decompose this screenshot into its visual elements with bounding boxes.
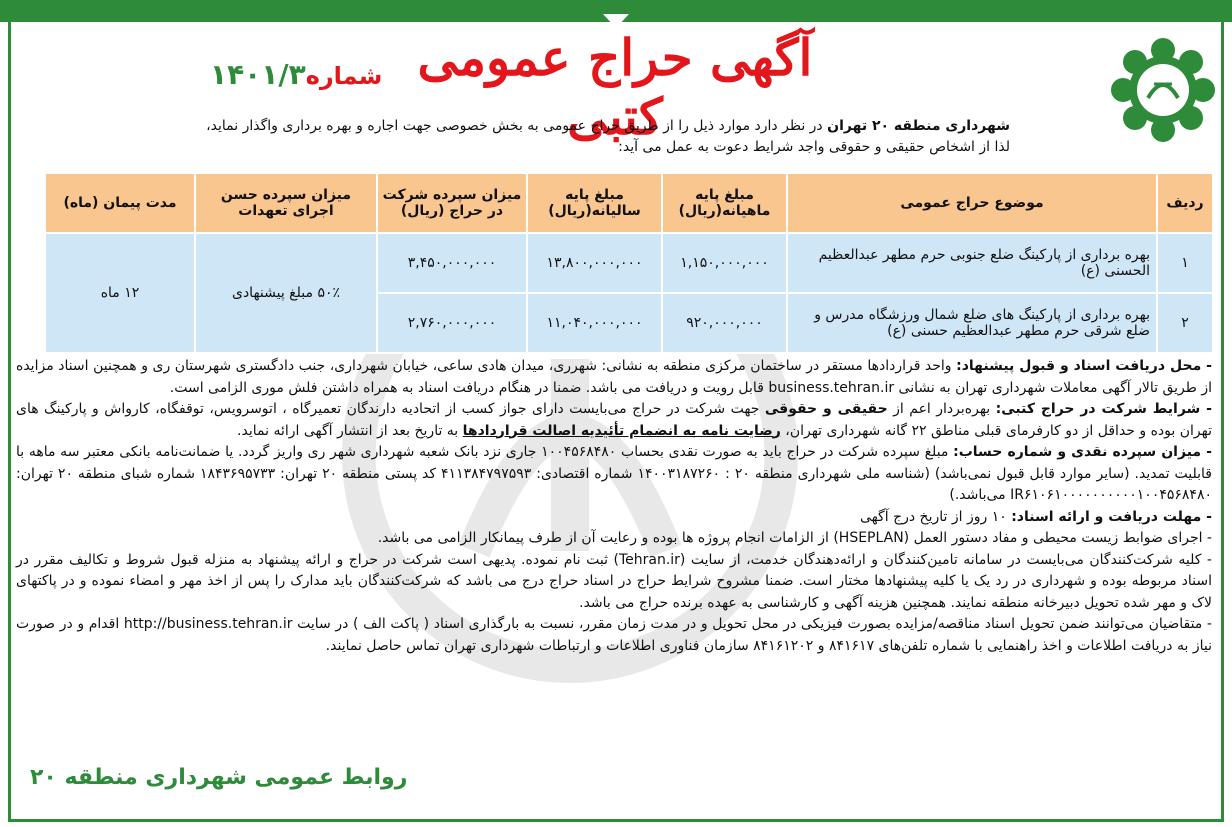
section-text: واحد قراردادها مستقر در ساختمان مرکزی منطقه به نشانی: شهرری، میدان هادی ساعی، خیابان شهرداری، جنب دادگستری شهرستان ری و همچنین اسناد مزایده از طریق تالار آگهی معاملات شهرداری تهران به نشانی business.tehran.ir قابل رویت و دریافت می باشد. ضمنا در هنگام دریافت اسناد به همراه داشتن فلش موری الزامی است. [16, 358, 1212, 396]
section-bold: حقیقی و حقوقی [764, 401, 888, 417]
table-header-row [45, 173, 1213, 233]
cell-row-num: ۲ [1157, 293, 1213, 353]
intro-line-1 [20, 116, 1010, 137]
section-title: - میزان سپرده نقدی و شماره حساب: [953, 444, 1212, 460]
section-title: - شرایط شرکت در حراج کتبی: [995, 401, 1212, 417]
cell-subject: بهره برداری از پارکینگ ضلع جنوبی حرم مطهر عبدالعظیم الحسنی (ع) [787, 233, 1157, 293]
notice-body [16, 356, 1212, 657]
section-text: جهت شرکت در حراج می‌بایست دارای جواز کسب از اتحادیه دارندگان تعمیرگاه ، اتوسرویس، توقفگاه، کارواش و پارکینگ های تهران بوده و حداقل از دو کارفرمای قبلی مناطق ۲۲ گانه شهرداری تهران، [16, 401, 1212, 439]
cell-yearly: ۱۳,۸۰۰,۰۰۰,۰۰۰ [527, 233, 662, 293]
number-label: شماره [305, 62, 383, 90]
cell-monthly: ۱,۱۵۰,۰۰۰,۰۰۰ [662, 233, 787, 293]
cell-deposit: ۲,۷۶۰,۰۰۰,۰۰۰ [377, 293, 527, 353]
cell-guarantee: ۵۰٪ مبلغ پیشنهادی [195, 233, 377, 353]
intro-rest: در نظر دارد موارد ذیل را از طریق حراج عمومی به بخش خصوصی جهت اجاره و بهره برداری واگذار نماید، [206, 118, 828, 134]
cell-row-num: ۱ [1157, 233, 1213, 293]
intro-paragraph [20, 116, 1010, 158]
section-text: بهره‌بردار اعم از [887, 401, 996, 417]
intro-bold: شهرداری منطقه ۲۰ تهران [827, 118, 1010, 134]
auction-table [44, 172, 1214, 354]
section-deadline [16, 507, 1212, 529]
intro-line-2: لذا از اشخاص حقیقی و حقوقی واجد شرایط دعوت به عمل می آید: [618, 139, 1010, 155]
section-documents [16, 356, 1212, 399]
notice-number [210, 58, 382, 91]
section-title: - محل دریافت اسناد و قبول پیشنهاد: [956, 358, 1212, 374]
table-row [45, 233, 1213, 293]
section-title: - مهلت دریافت و ارائه اسناد: [1011, 508, 1212, 525]
header-yearly: مبلغ پایه سالیانه(ریال) [527, 173, 662, 233]
header-deposit: میزان سپرده شرکت در حراج (ریال) [377, 173, 527, 233]
section-text: ۱۰ روز از تاریخ درج آگهی [859, 508, 1012, 525]
header-subject: موضوع حراج عمومی [787, 173, 1157, 233]
section-deposit [16, 442, 1212, 507]
footer-signature: روابط عمومی شهرداری منطقه ۲۰ [30, 765, 408, 790]
cell-subject: بهره برداری از پارکینگ های ضلع شمال ورزشگاه مدرس و ضلع شرقی حرم مطهر عبدالعظیم حسنی (ع) [787, 293, 1157, 353]
cell-yearly: ۱۱,۰۴۰,۰۰۰,۰۰۰ [527, 293, 662, 353]
section-upload: - متقاضیان می‌توانند ضمن تحویل اسناد مناقصه/مزایده بصورت فیزیکی در محل تحویل و در مدت زمان مقرر، نسبت به بارگذاری اسناد ( پاکت الف ) در سایت http://business.tehran.ir اقدام و در صورت نیاز به دریافت اطلاعات و اخذ راهنمایی با شماره تلفن‌های ۸۴۱۶۱۷ و ۸۴۱۶۱۲۰۲ سازمان فناوری اطلاعات و ارتباطات شهرداری تهران تماس حاصل نمایند. [16, 616, 1212, 654]
cell-deposit: ۳,۴۵۰,۰۰۰,۰۰۰ [377, 233, 527, 293]
section-text: مبلغ سپرده شرکت در حراج باید به صورت نقدی بحساب ۱۰۰۴۵۶۸۴۸۰ جاری نزد بانک شعبه شهرداری شهر ری واریز گردد. یا ضمانت‌نامه بانکی معتبر سه ماهه با قابلیت تمدید. (سایر موارد قابل قبول نمی‌باشد) (شناسه ملی شهرداری منطقه ۲۰ : ۱۴۰۰۳۱۸۷۲۶۰ شماره اقتصادی: ۴۱۱۳۸۴۷۹۷۵۹۳ کد پستی منطقه ۲۰ تهران: ۱۸۴۳۶۹۵۷۳۳ شماره شبای منطقه ۲۰ تهران: IR۶۱۰۶۱۰۰۰۰۰۰۰۰۰۰۱۰۰۴۵۶۸۴۸۰ می‌باشد.) [16, 444, 1212, 503]
header-monthly: مبلغ پایه ماهیانه(ریال) [662, 173, 787, 233]
title-main: آگهی حراج عمومی کتبی [417, 28, 813, 146]
cell-monthly: ۹۲۰,۰۰۰,۰۰۰ [662, 293, 787, 353]
cell-duration: ۱۲ ماه [45, 233, 195, 353]
section-underline: رضایت نامه به انضمام تأئیدیه اصالت قراردادها [462, 422, 781, 439]
section-hse: - اجرای ضوابط زیست محیطی و مفاد دستور العمل (HSEPLAN) از الزامات انجام پروژه ها بوده و رعایت آن از طرف پیمانکار الزامی می باشد. [377, 530, 1212, 546]
tehran-municipality-logo-icon [1108, 36, 1218, 144]
section-registration: - کلیه شرکت‌کنندگان می‌بایست در سامانه تامین‌کنندگان و ارائه‌دهندگان خدمت، از سایت (Tehran.ir) ثبت نام نموده. پدیهی است شرکت در حراج و ارائه پیشنهاد به منزله قبول شروط و تکالیف مقرر در اسناد مربوطه بوده و شهرداری در رد یک یا کلیه پیشنهادها مختار است. ضمنا مشروح شرایط حراج در اسناد حراج درج می باشد که شرکت‌کنندگان باید مدارک را پس از اخذ مهر و امضاء نموده و در پاکتهای لاک و مهر شده تحویل دبیرخانه منطقه نمایند. همچنین هزینه آگهی و کارشناسی به عهده برنده حراج می باشد. [16, 551, 1212, 611]
header-guarantee: میزان سپرده حسن اجرای تعهدات [195, 173, 377, 233]
section-text: به تاریخ بعد از انتشار آگهی ارائه نماید. [237, 422, 463, 439]
header-row-num: ردیف [1157, 173, 1213, 233]
header-duration: مدت پیمان (ماه) [45, 173, 195, 233]
section-conditions [16, 399, 1212, 442]
number-value: ۱۴۰۱/۳ [210, 58, 306, 91]
